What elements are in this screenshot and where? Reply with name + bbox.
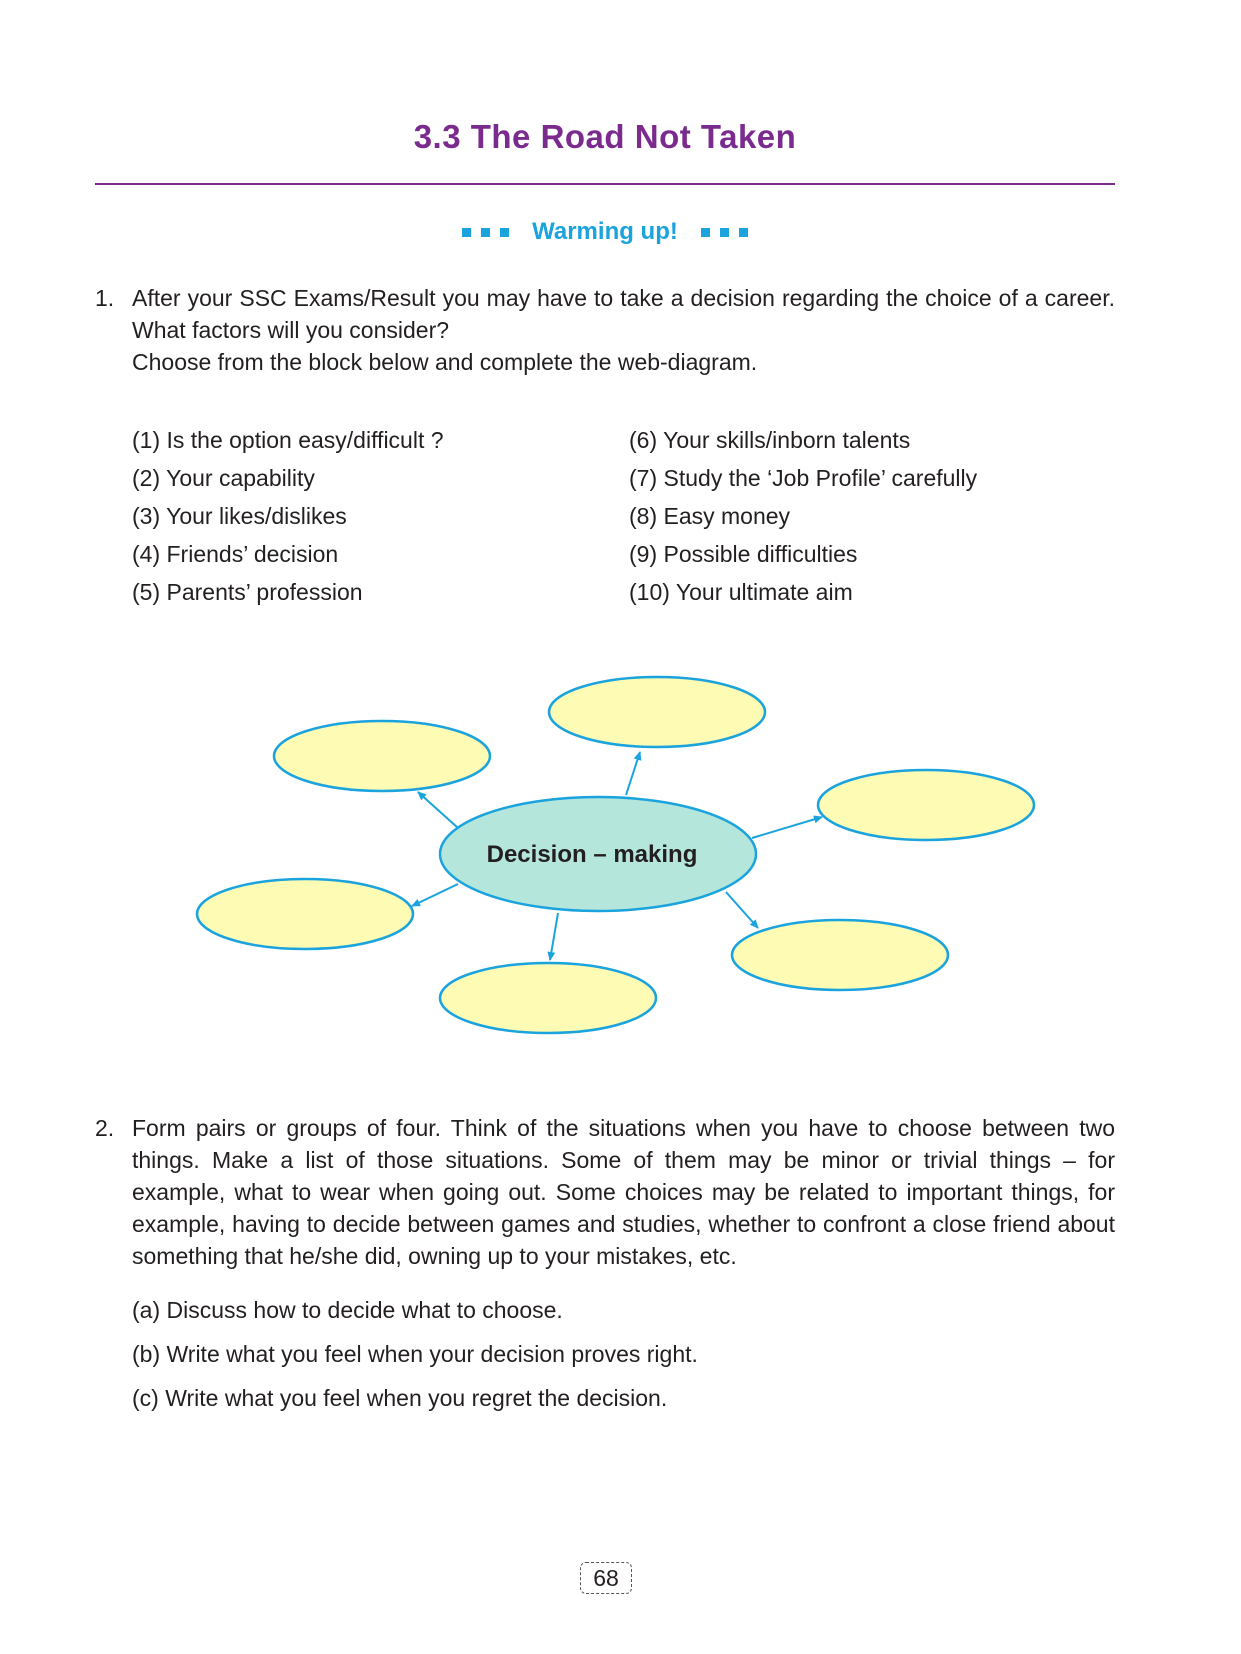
section-heading-text: Warming up! <box>532 218 678 245</box>
option-item: (8) Easy money <box>629 503 791 529</box>
option-item: (2) Your capability <box>132 465 315 491</box>
blank-bubble <box>274 721 490 791</box>
page-title: 3.3 The Road Not Taken <box>413 118 797 155</box>
question-2-subitems <box>132 1288 698 1420</box>
blank-bubble <box>818 770 1034 840</box>
sub-question: (c) Write what you feel when you regret the decision. <box>132 1385 668 1411</box>
option-item: (4) Friends’ decision <box>132 541 339 567</box>
center-node-label: Decision – making <box>486 841 698 868</box>
blank-bubble <box>197 879 413 949</box>
option-item: (1) Is the option easy/difficult ? <box>132 427 444 453</box>
blank-bubble <box>732 920 948 990</box>
diagram-arrow <box>418 792 458 828</box>
question-1-instruction: Choose from the block below and complete the web-diagram. <box>132 349 758 375</box>
blank-bubble <box>549 677 765 747</box>
page-number: 68 <box>580 1562 632 1594</box>
question-number: 1. <box>95 285 115 311</box>
blank-bubble <box>440 963 656 1033</box>
diagram-arrow <box>626 752 640 795</box>
diagram-arrow <box>752 817 822 838</box>
question-2 <box>95 1112 1115 1272</box>
option-item: (5) Parents’ profession <box>132 579 363 605</box>
option-item: (3) Your likes/dislikes <box>132 503 347 529</box>
sub-question: (b) Write what you feel when your decision proves right. <box>132 1341 698 1367</box>
diagram-arrow <box>726 892 758 928</box>
option-item: (10) Your ultimate aim <box>629 579 853 605</box>
option-item: (9) Possible difficulties <box>629 541 858 567</box>
question-1-text: After your SSC Exams/Result you may have to take a decision regarding the choice of a career. What factors will you consider? <box>132 285 1115 343</box>
question-number: 2. <box>95 1115 115 1141</box>
sub-question: (a) Discuss how to decide what to choose. <box>132 1297 563 1323</box>
option-item: (6) Your skills/inborn talents <box>629 427 911 453</box>
diagram-arrow <box>412 884 458 906</box>
diagram-arrow <box>550 913 558 960</box>
question-2-text: Form pairs or groups of four. Think of the situations when you have to choose between two things. Make a list of those situations. Some of them may be minor or trivial things – for example, what to wear when going out. Some choices may be related to important things, for example, having to decide between games and studies, whether to confront a close friend about something that he/she did, owning up to your mistakes, etc. <box>132 1115 1115 1269</box>
option-item: (7) Study the ‘Job Profile’ carefully <box>629 465 978 491</box>
